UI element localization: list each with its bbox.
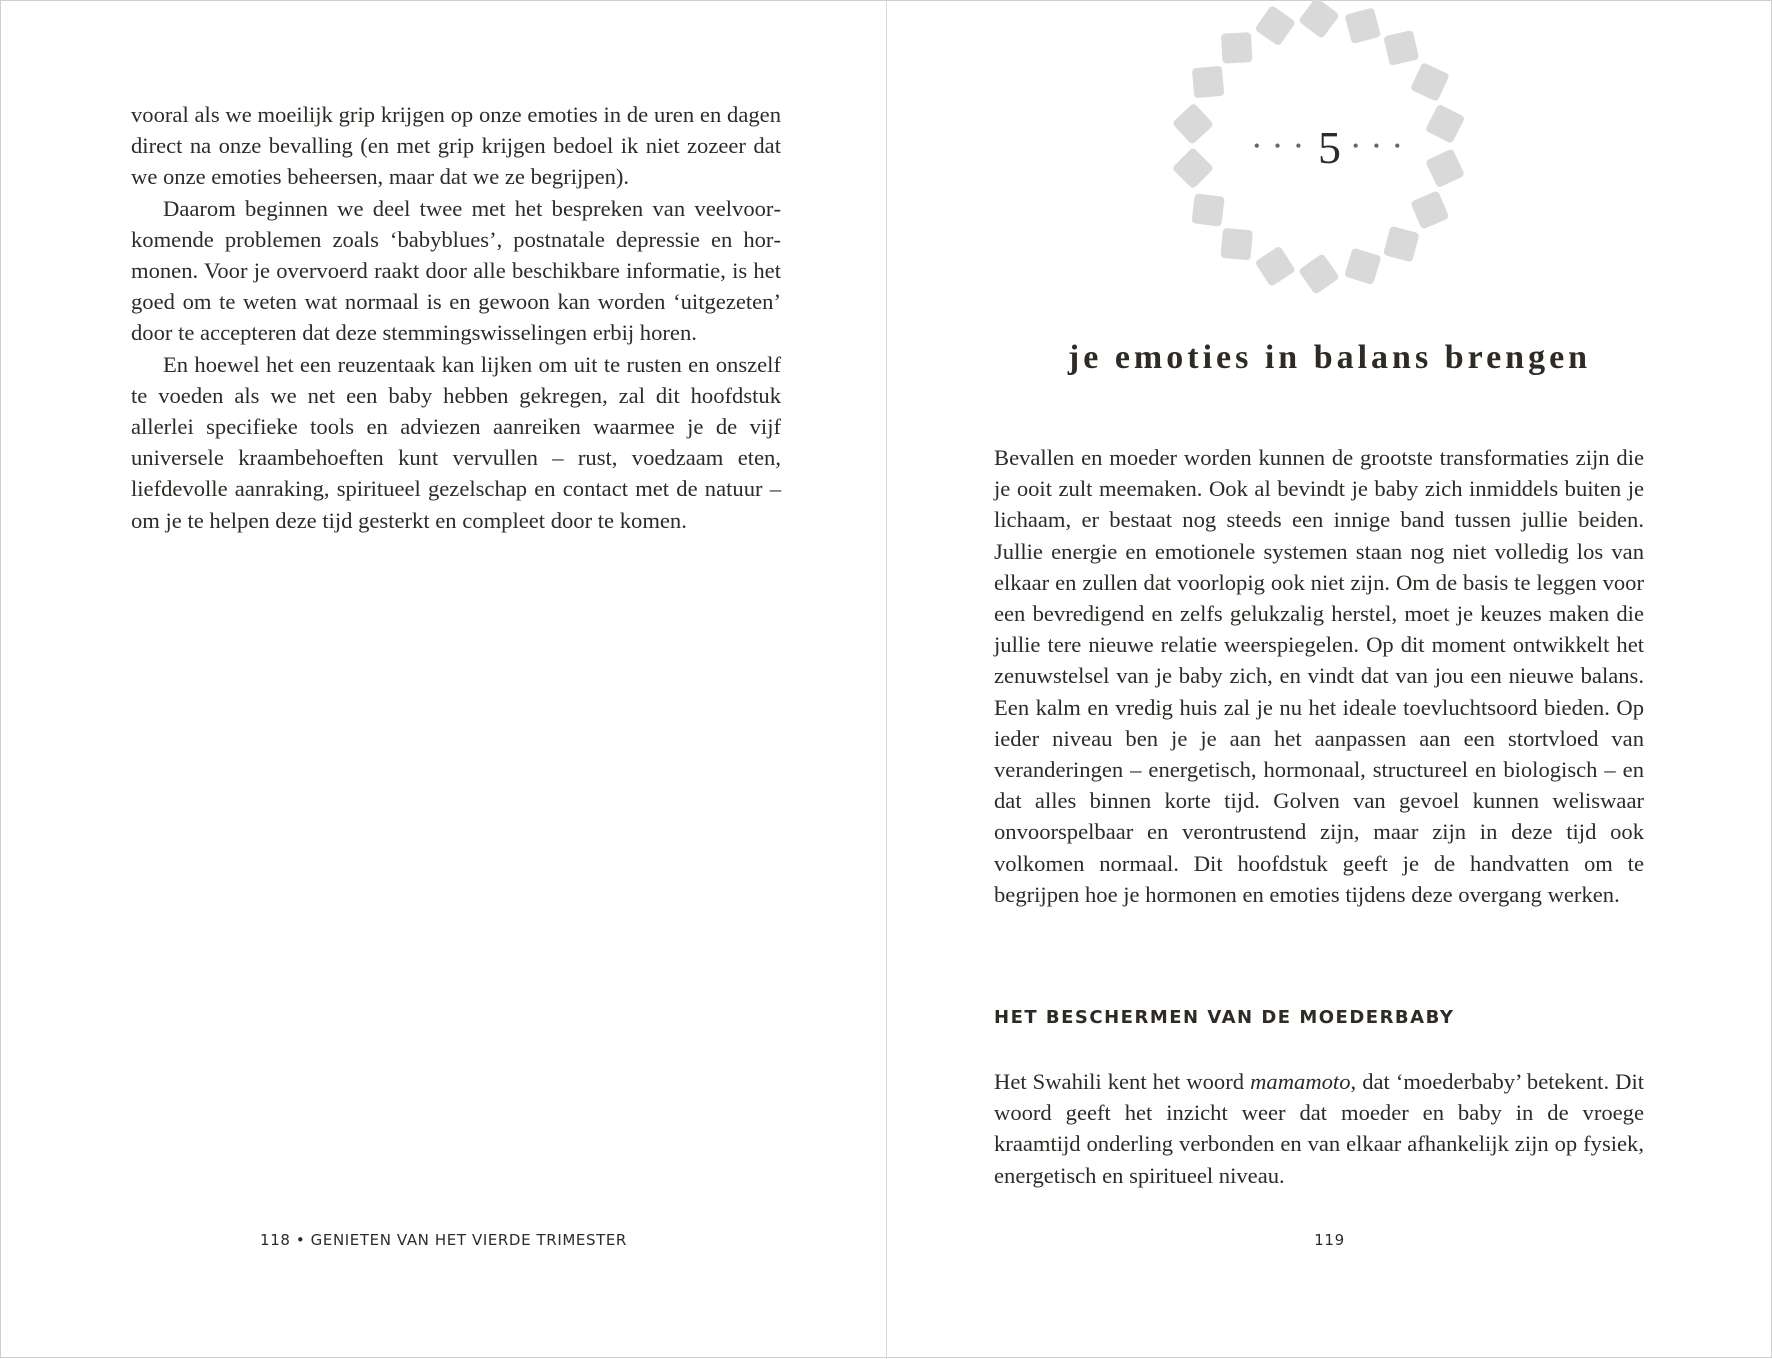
left-body-text <box>131 99 781 536</box>
ornament-tile <box>1344 248 1381 285</box>
right-intro-text <box>994 442 1644 910</box>
ornament-tile <box>1191 193 1224 226</box>
ornament-tile <box>1383 30 1419 66</box>
section-text-emphasis: mamamoto <box>1250 1069 1351 1094</box>
chapter-number <box>887 121 1772 174</box>
ornament-tile <box>1410 190 1449 229</box>
ornament-tile <box>1298 253 1340 295</box>
left-paragraph-2: Daarom beginnen we deel twee met het bespreken van veelvoorkomende problemen zoals ‘babyblues’, postnatale depressie en hormonen. Voor je overvoerd raakt door alle beschikbare informatie, is het goed om te weten wat normaal is en gewoon kan worden ‘uitgezeten’ door te accepteren dat deze stemmingswisselingen erbij horen. <box>131 195 781 346</box>
section-heading: HET BESCHERMEN VAN DE MOEDERBABY <box>994 1007 1455 1028</box>
right-section-text <box>994 1066 1644 1191</box>
chapter-dots-right: • • • <box>1352 135 1406 156</box>
ornament-tile <box>1254 5 1296 47</box>
left-page-footer: 118 • GENIETEN VAN HET VIERDE TRIMESTER <box>260 1231 627 1249</box>
ornament-tile <box>1344 7 1381 44</box>
left-paragraph-3: En hoewel het een reuzentaak kan lijken om uit te rusten en onszelf te voeden als we net een baby hebben gekregen, zal dit hoofdstuk allerlei specifieke tools en adviezen aanreiken waarmee je de vijf universele kraambehoeften kunt vervullen – rust, voedzaam eten, liefdevolle aanraking, spiritueel gezelschap en contact met de natuur – om je te helpen deze tijd gesterkt en compleet door te komen. <box>131 351 781 533</box>
ornament-tile <box>1221 32 1253 64</box>
ornament-tile <box>1220 228 1253 261</box>
right-page <box>887 1 1772 1359</box>
ornament-tile <box>1192 66 1225 99</box>
left-page <box>1 1 886 1359</box>
ornament-tile <box>1410 62 1450 102</box>
right-section-paragraph <box>994 1066 1644 1191</box>
section-text-after: , dat ‘moederbaby’ betekent. Dit woord geeft het inzicht weer dat moeder en baby in de vroege kraamtijd onderling verbonden en van elkaar afhankelijk zijn op fysiek, energetisch en spiritueel niveau. <box>994 1069 1645 1188</box>
chapter-dots-left: • • • <box>1253 135 1307 156</box>
chapter-title: je emoties in balans brengen <box>1067 339 1592 376</box>
right-page-footer: 119 <box>1314 1231 1345 1249</box>
ornament-tile <box>1383 226 1420 263</box>
chapter-number-value: 5 <box>1318 122 1341 173</box>
section-text-before: Het Swahili kent het woord <box>994 1069 1251 1094</box>
ornament-tile <box>1254 246 1295 287</box>
left-paragraph-1: vooral als we moeilijk grip krijgen op onze emoties in de uren en dagen direct na onze bevalling (en met grip krijgen bedoel ik niet zozeer dat we onze emoties beheersen, maar dat we ze begrijpen). <box>131 102 781 190</box>
right-intro-paragraph: Bevallen en moeder worden kunnen de grootste transformaties zijn die je ooit zult meemaken. Ook al bevindt je baby zich inmiddels buiten je lichaam, er bestaat nog steeds een innige band tussen jullie beiden. Jullie energie en emotionele systemen staan nog niet volledig los van elkaar en zullen dat voorlopig ook niet zijn. Om de basis te leggen voor een bevredigend en zelfs gelukzalig herstel, moet je keuzes maken die jullie tere nieuwe relatie weerspiegelen. Op dit moment ontwikkelt het zenuwstelsel van je baby zich, en vindt dat van jou een nieuwe balans. Een kalm en vredig huis zal je nu het ideale toevluchtsoord bieden. Op ieder niveau ben je je aan het aanpassen aan een stortvloed van veranderingen – energetisch, hormonaal, structureel en biologisch – en dat alles binnen korte tijd. Golven van gevoel kunnen weliswaar onvoorspelbaar en verontrustend zijn, maar zijn in deze tijd ook volkomen normaal. Dit hoofdstuk geeft je de handvatten om te begrijpen hoe je hormonen en emoties tijdens deze overgang werken. <box>994 445 1644 907</box>
ornament-tile <box>1298 0 1340 39</box>
